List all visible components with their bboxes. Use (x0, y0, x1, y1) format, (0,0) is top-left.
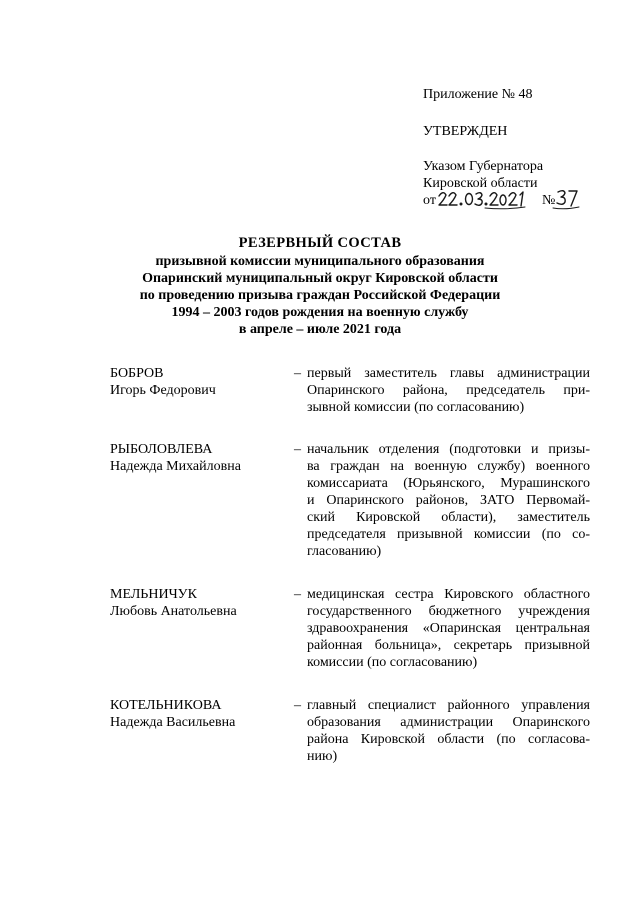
appendix-number: Приложение № 48 (423, 87, 533, 102)
role-line: здравоохранения «Опаринская центральная (307, 621, 590, 636)
role-line: зывной комиссии (по согласованию) (307, 400, 525, 415)
member-role (307, 365, 590, 416)
role-line: района Кировской области (по согласова- (307, 732, 590, 747)
member-surname: МЕЛЬНИЧУК (110, 587, 197, 602)
member-surname: РЫБОЛОВЛЕВА (110, 442, 213, 457)
title-main: РЕЗЕРВНЫЙ СОСТАВ (238, 235, 402, 251)
dash: – (294, 587, 301, 602)
title-line-2: Опаринский муниципальный округ Кировской области (142, 271, 498, 286)
title-line-4: 1994 – 2003 годов рождения на военную службу (171, 305, 469, 320)
member-name (110, 365, 290, 399)
member-name (110, 586, 290, 620)
approved-label: УТВЕРЖДЕН (423, 124, 508, 139)
role-line: ва граждан на военную службу) военного (307, 459, 590, 474)
role-line: Опаринского района, председатель при- (307, 383, 590, 398)
member-surname: КОТЕЛЬНИКОВА (110, 698, 222, 713)
role-line: нию) (307, 749, 338, 764)
member-given-name: Надежда Михайловна (110, 459, 241, 474)
date-prefix: от (423, 193, 436, 208)
role-line: районная больница», секретарь призывной (307, 638, 590, 653)
dash: – (294, 698, 301, 713)
number-prefix: № (542, 193, 556, 208)
title-line-1: призывной комиссии муниципального образования (155, 254, 485, 269)
role-line: председателя призывной комиссии (по со- (307, 527, 590, 542)
decree-date-row (423, 192, 623, 212)
role-line: комиссариата (Юрьянского, Мурашинского (307, 476, 590, 491)
member-role (307, 441, 590, 560)
handwritten-date-and-number (437, 186, 597, 212)
role-line: гласованию) (307, 544, 382, 559)
role-line: медицинская сестра Кировского областного (307, 587, 590, 602)
dash: – (294, 442, 301, 457)
decree-line-1: Указом Губернатора (423, 159, 544, 174)
role-line: главный специалист районного управления (307, 698, 590, 713)
member-given-name: Игорь Федорович (110, 383, 216, 398)
role-line: комиссии (по согласованию) (307, 655, 478, 670)
role-line: и Опаринского районов, ЗАТО Первомай- (307, 493, 590, 508)
dash: – (294, 366, 301, 381)
role-line: начальник отделения (подготовки и призы- (307, 442, 590, 457)
role-line: государственного бюджетного учреждения (307, 604, 590, 619)
member-given-name: Надежда Васильевна (110, 715, 236, 730)
member-role (307, 697, 590, 765)
role-line: первый заместитель главы администрации (307, 366, 590, 381)
document-title (120, 235, 520, 338)
approval-stamp (423, 86, 623, 212)
role-line: ский Кировской области), заместитель (307, 510, 590, 525)
member-role (307, 586, 590, 671)
role-line: образования администрации Опаринского (307, 715, 590, 730)
member-name (110, 697, 290, 731)
member-surname: БОБРОВ (110, 366, 164, 381)
title-line-3: по проведению призыва граждан Российской Федерации (139, 288, 501, 303)
member-name (110, 441, 290, 475)
decree-line-2: Кировской области (423, 176, 538, 191)
title-line-5: в апреле – июле 2021 года (238, 322, 402, 337)
member-given-name: Любовь Анатольевна (110, 604, 237, 619)
